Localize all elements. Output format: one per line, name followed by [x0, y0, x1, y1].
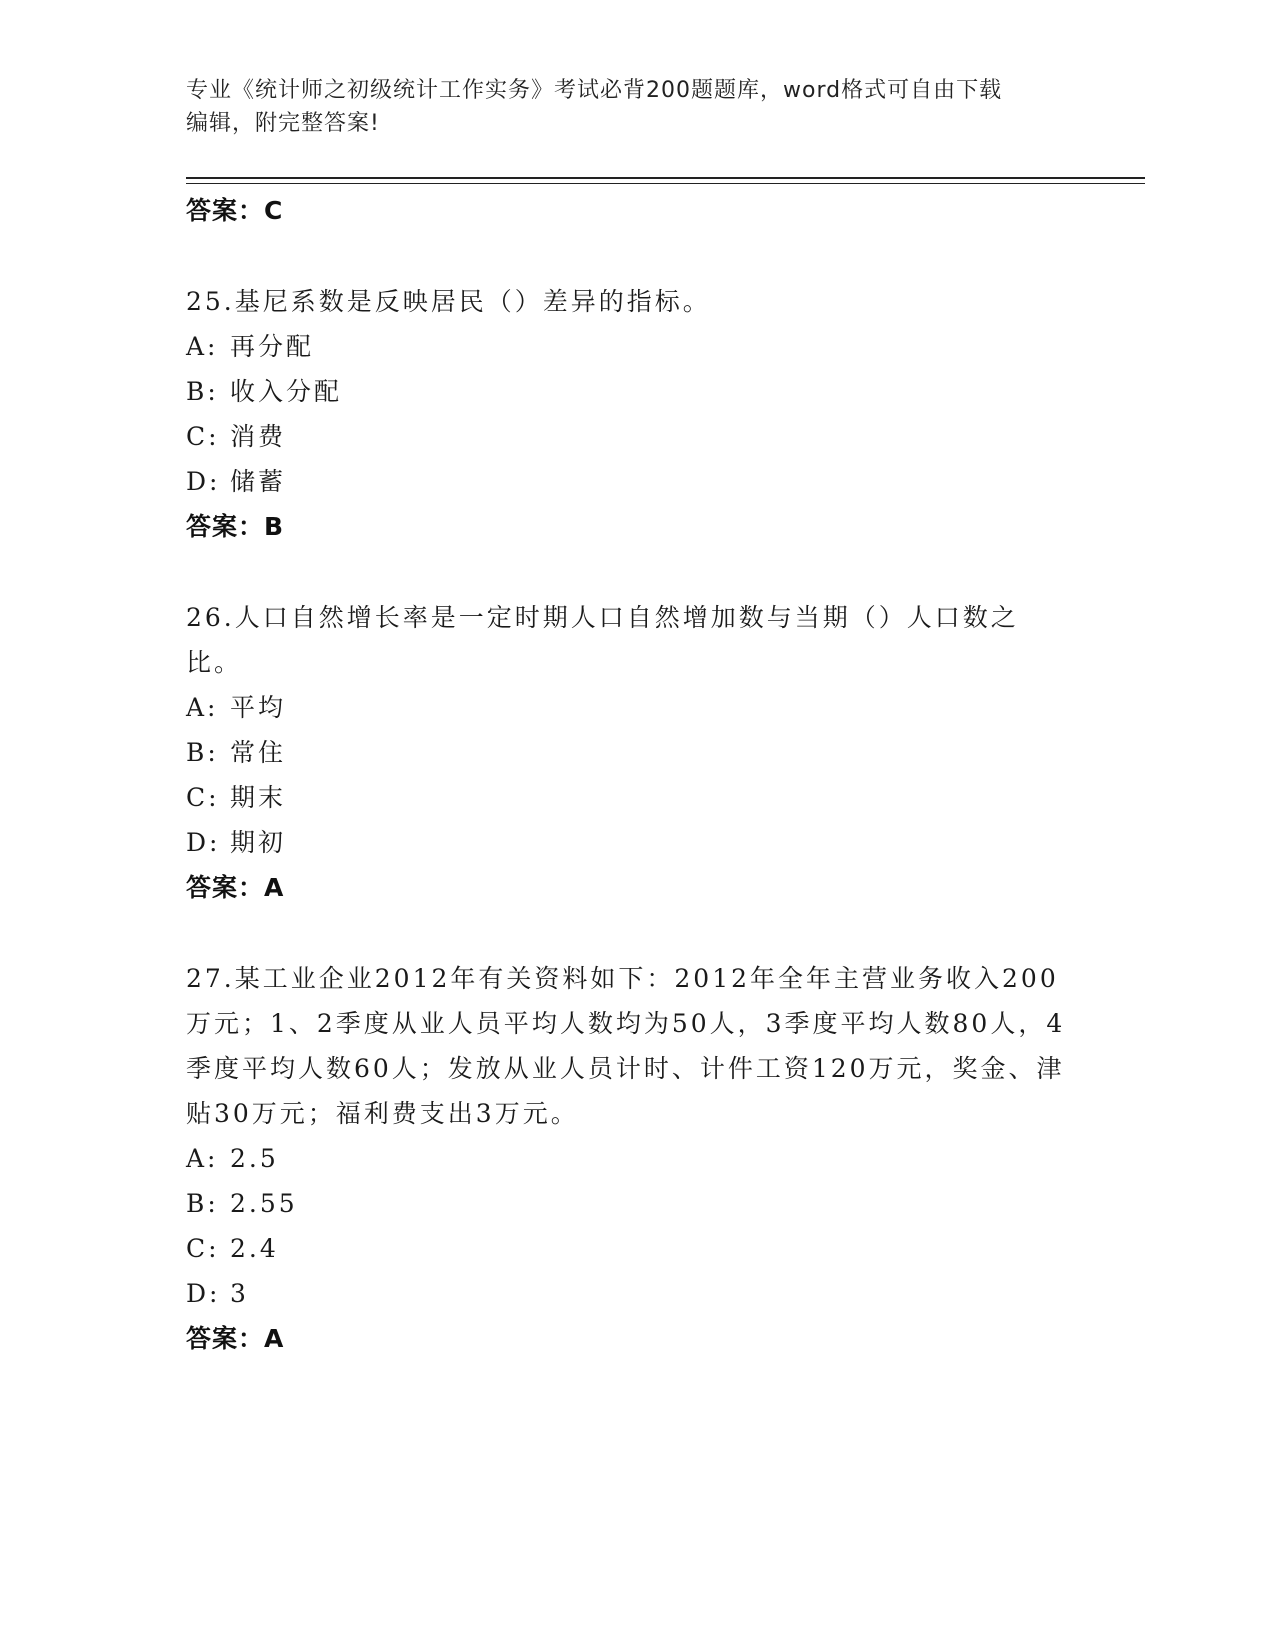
option-key: A:	[186, 332, 219, 361]
option-key: B:	[186, 377, 219, 406]
option-text: 储蓄	[230, 467, 287, 496]
header-divider-thick	[186, 177, 1145, 179]
option-a	[186, 324, 1066, 369]
option-b	[186, 369, 1066, 414]
option-c	[186, 1226, 1066, 1271]
question-stem: 27.某工业企业2012年有关资料如下：2012年全年主营业务收入200万元；1、2季度从业人员平均人数均为50人，3季度平均人数80人，4季度平均人数60人；发放从业人员计时、计件工资120万元，奖金、津贴30万元；福利费支出3万元。	[186, 964, 1066, 1128]
option-text: 再分配	[230, 332, 315, 361]
answer-label: 答案：	[186, 512, 265, 541]
question-answer	[186, 1316, 1066, 1361]
header-line-2: 编辑，附完整答案!	[186, 111, 380, 136]
previous-answer	[186, 188, 1066, 233]
option-key: C:	[186, 1234, 220, 1263]
option-d	[186, 820, 1066, 865]
option-d	[186, 459, 1066, 504]
option-c	[186, 775, 1066, 820]
option-key: B:	[186, 738, 219, 767]
option-text: 2.4	[230, 1234, 279, 1263]
question-answer	[186, 865, 1066, 910]
question-26	[186, 595, 1066, 910]
answer-label: 答案：	[186, 196, 265, 225]
answer-value: A	[264, 1324, 285, 1353]
option-key: D:	[186, 467, 221, 496]
option-text: 收入分配	[230, 377, 343, 406]
header-line-1: 专业《统计师之初级统计工作实务》考试必背200题题库，word格式可自由下载	[186, 78, 1003, 103]
option-text: 期初	[230, 828, 287, 857]
option-c	[186, 414, 1066, 459]
option-b	[186, 730, 1066, 775]
option-text: 2.5	[230, 1144, 279, 1173]
option-text: 平均	[230, 693, 287, 722]
option-key: B:	[186, 1189, 219, 1218]
question-stem: 26.人口自然增长率是一定时期人口自然增加数与当期（）人口数之比。	[186, 603, 1019, 677]
option-d	[186, 1271, 1066, 1316]
option-key: C:	[186, 422, 220, 451]
question-stem: 25.基尼系数是反映居民（）差异的指标。	[186, 287, 711, 316]
document-body	[186, 188, 1066, 1361]
option-b	[186, 1181, 1066, 1226]
option-key: A:	[186, 693, 219, 722]
option-text: 3	[230, 1279, 249, 1308]
answer-value: C	[264, 196, 284, 225]
option-text: 2.55	[230, 1189, 298, 1218]
answer-value: B	[264, 512, 285, 541]
question-25	[186, 279, 1066, 549]
option-text: 消费	[230, 422, 287, 451]
option-key: C:	[186, 783, 220, 812]
option-a	[186, 1136, 1066, 1181]
question-27	[186, 956, 1066, 1361]
option-key: D:	[186, 828, 221, 857]
header-divider-thin	[186, 183, 1145, 184]
option-text: 常住	[230, 738, 287, 767]
answer-label: 答案：	[186, 873, 265, 902]
option-text: 期末	[230, 783, 287, 812]
answer-value: A	[264, 873, 285, 902]
option-a	[186, 685, 1066, 730]
document-header	[186, 74, 1066, 140]
option-key: D:	[186, 1279, 221, 1308]
option-key: A:	[186, 1144, 219, 1173]
answer-label: 答案：	[186, 1324, 265, 1353]
question-answer	[186, 504, 1066, 549]
